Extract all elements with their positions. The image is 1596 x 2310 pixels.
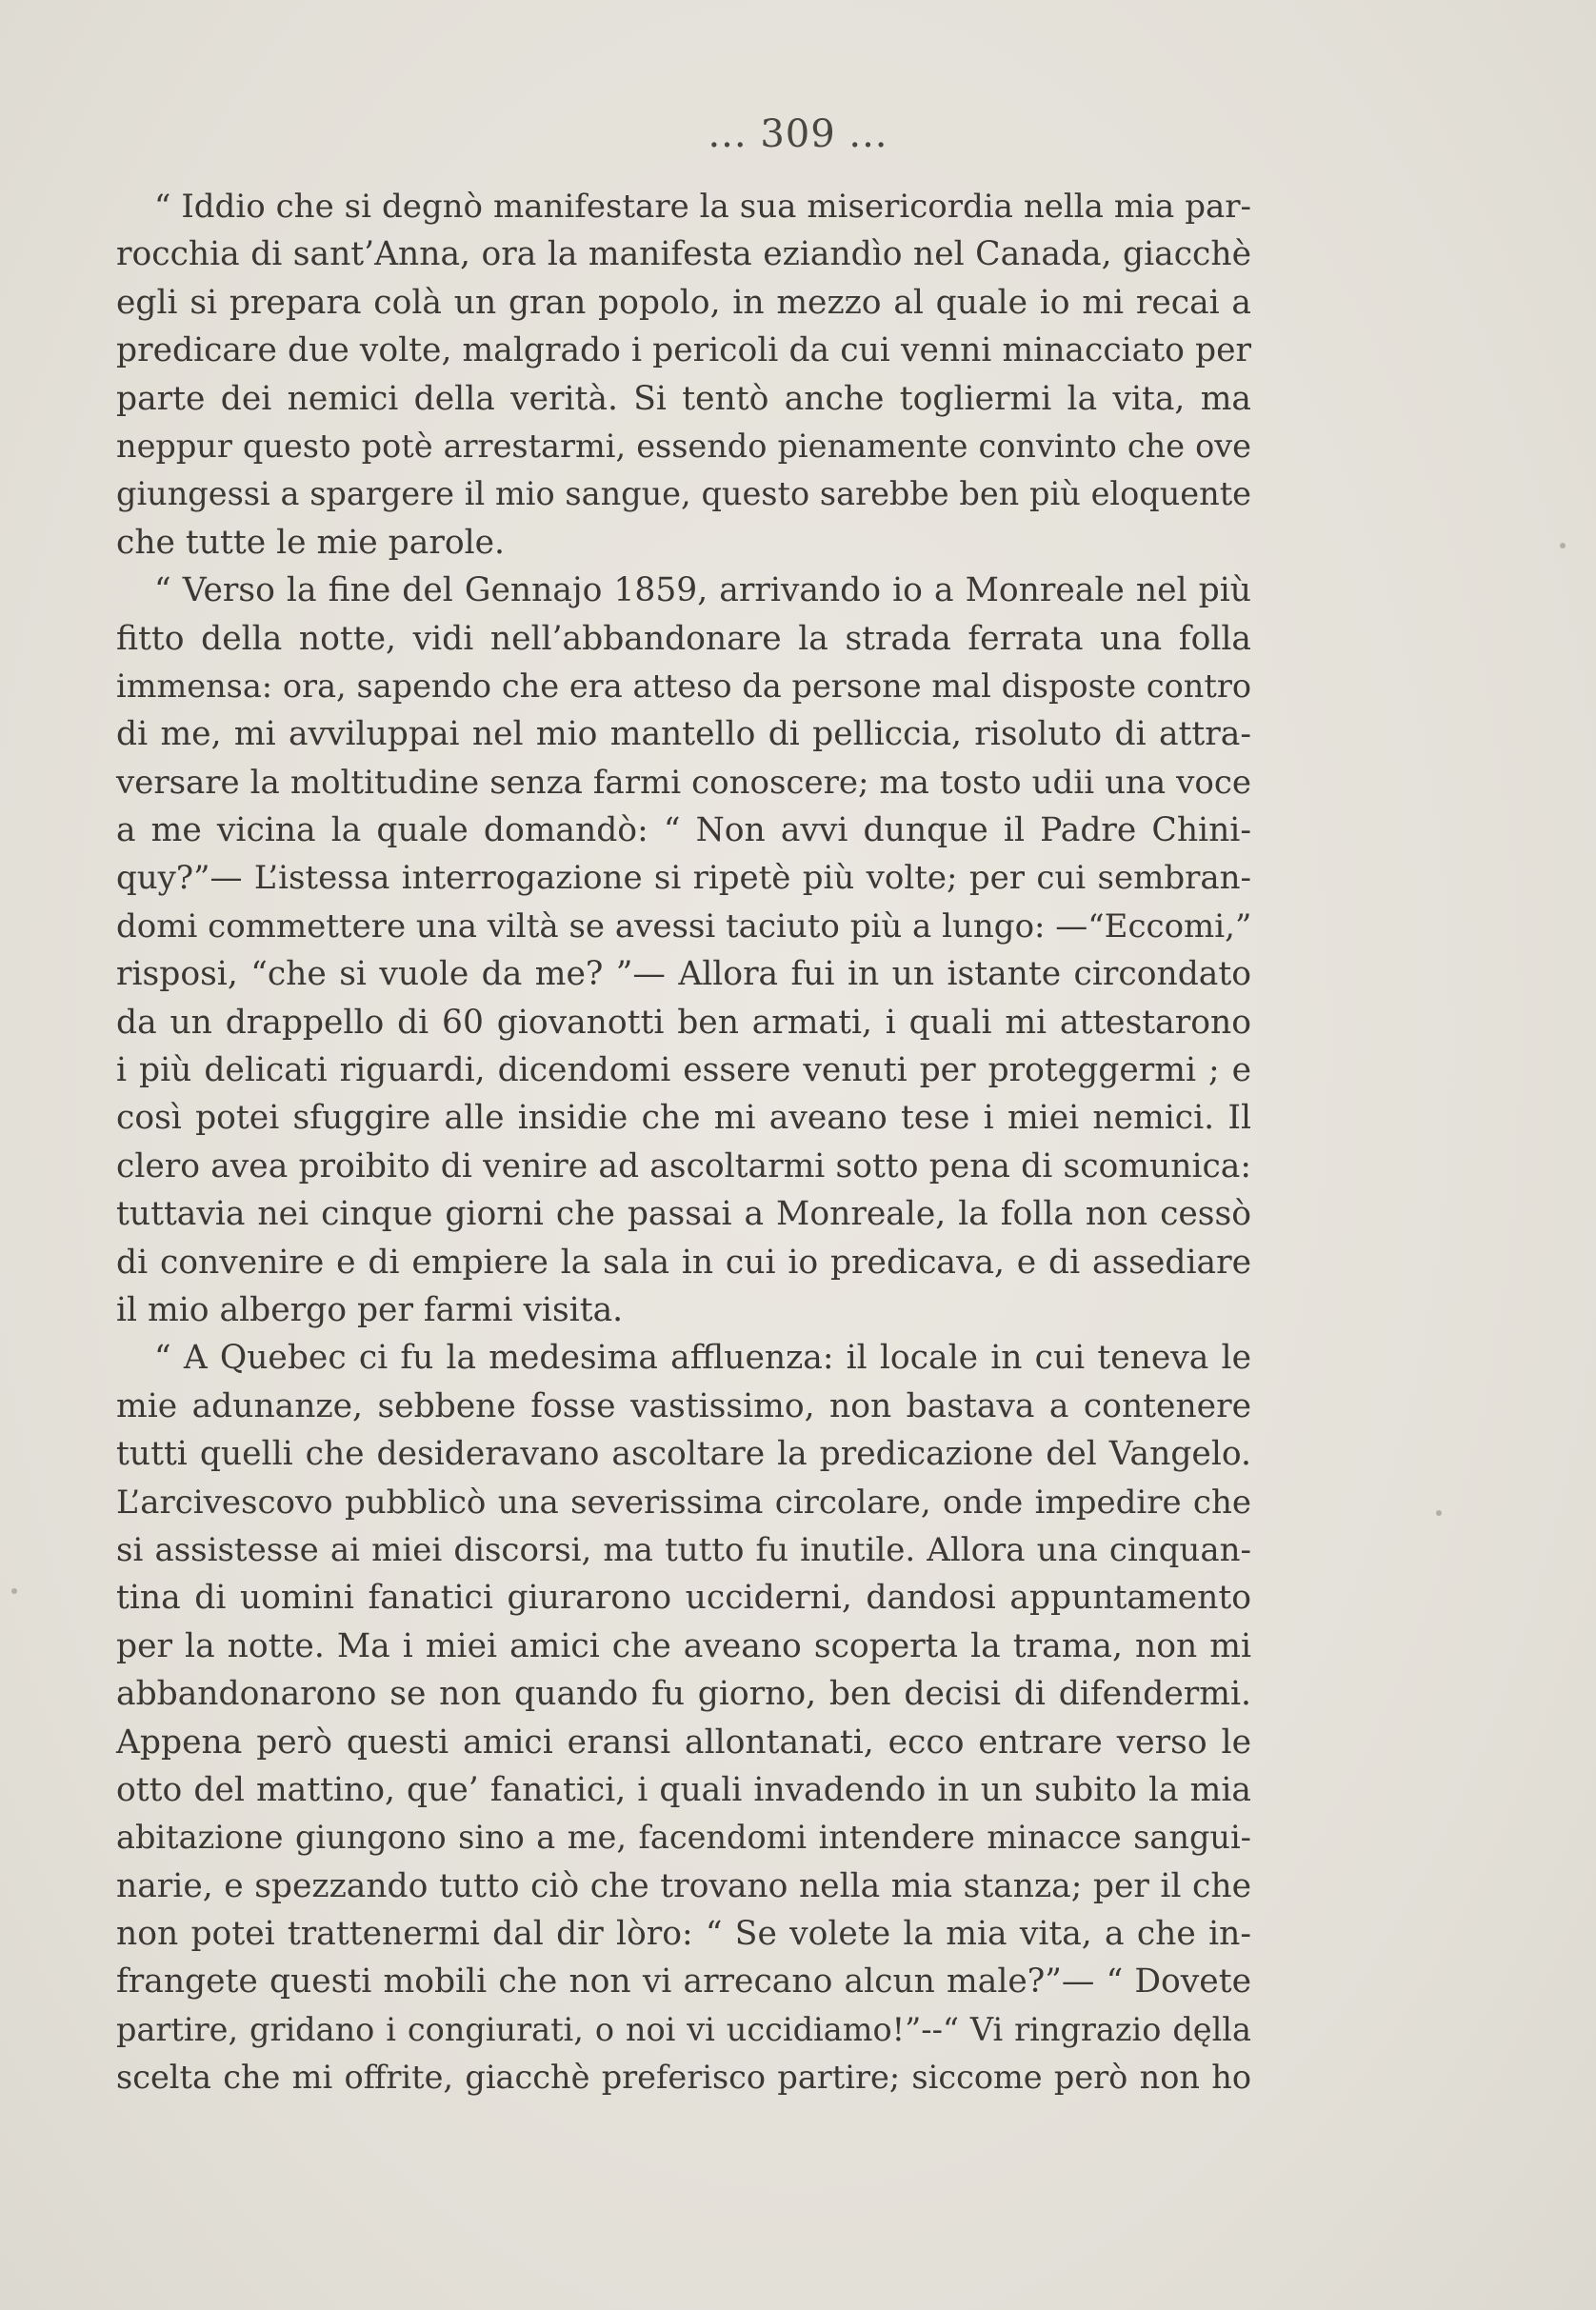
text-line: mie adunanze, sebbene fosse vastissimo, non bastava a contenere (116, 1386, 1251, 1425)
text-line: di me, mi avviluppai nel mio mantello di pelliccia, risoluto di attra- (116, 715, 1251, 754)
text-line: il mio albergo per farmi visita. (116, 1290, 624, 1329)
body-text (116, 183, 1251, 2102)
text-line: “ A Quebec ci fu la medesima affluenza: il locale in cui teneva le (154, 1339, 1251, 1378)
text-line: tina di uomini fanatici giurarono ucciderni, dandosi appuntamento (116, 1579, 1251, 1618)
text-line: “ Verso la fine del Gennajo 1859, arrivando io a Monreale nel più (154, 571, 1251, 610)
text-line: narie, e spezzando tutto ciò che trovano nella mia stanza; per il che (116, 1866, 1251, 1905)
text-line: otto del mattino, que’ fanatici, i quali invadendo in un subito la mia (116, 1770, 1251, 1809)
text-line: L’arcivescovo pubblicò una severissima circolare, onde impedire che (116, 1483, 1251, 1522)
text-line: Appena però questi amici eransi allontanati, ecco entrare verso le (116, 1723, 1251, 1762)
text-line: neppur questo potè arrestarmi, essendo pienamente convinto che ove (116, 427, 1251, 465)
text-line: clero avea proibito di venire ad ascoltarmi sotto pena di scomunica: (116, 1146, 1251, 1185)
text-line: “ Iddio che si degnò manifestare la sua misericordia nella mia par- (154, 188, 1251, 226)
text-line: si assistesse ai miei discorsi, ma tutto fu inutile. Allora una cinquan- (116, 1530, 1251, 1569)
paragraph-3 (116, 1334, 1251, 2101)
text-line: abbandonarono se non quando fu giorno, ben decisi di difendermi. (116, 1675, 1251, 1714)
text-line: così potei sfuggire alle insidie che mi aveano tese i miei nemici. Il (116, 1099, 1251, 1138)
text-line: parte dei nemici della verità. Si tentò anche togliermi la vita, ma (116, 379, 1251, 418)
text-line: fitto della notte, vidi nell’abbandonare la strada ferrata una folla (116, 619, 1251, 658)
text-line: egli si prepara colà un gran popolo, in mezzo al quale io mi recai a (116, 283, 1251, 322)
text-line: domi commettere una viltà se avessi taciuto più a lungo: —“Eccomi,” (116, 906, 1252, 946)
text-line: tuttavia nei cinque giorni che passai a Monreale, la folla non cessò (116, 1195, 1251, 1234)
text-line: risposi, “che si vuole da me? ”— Allora fui in un istante circondato (116, 955, 1251, 994)
text-line: non potei trattenermi dal dir lòro: “ Se volete la mia vita, a che in- (116, 1915, 1251, 1954)
text-line: che tutte le mie parole. (116, 523, 506, 562)
text-line: quy?”— L’istessa interrogazione si ripetè più volte; per cui sembran- (116, 859, 1251, 898)
text-line: abitazione giungono sino a me, facendomi intendere minacce sangui- (116, 1819, 1251, 1857)
text-line: di convenire e di empiere la sala in cui io predicava, e di assediare (116, 1243, 1251, 1282)
text-line: i più delicati riguardi, dicendomi essere venuti per proteggermi ; e (116, 1051, 1251, 1090)
text-line: scelta che mi offrite, giacchè preferisco partire; siccome però non ho (116, 2059, 1251, 2097)
text-line: immensa: ora, sapendo che era atteso da persone mal disposte contro (116, 667, 1251, 705)
text-line: tutti quelli che desideravano ascoltare la predicazione del Vangelo. (116, 1435, 1251, 1474)
paper-speck (11, 1588, 17, 1594)
text-line: a me vicina la quale domandò: “ Non avvi dunque il Padre Chini- (116, 811, 1251, 850)
text-line: predicare due volte, malgrado i pericoli da cui venni minacciato per (116, 331, 1251, 370)
text-line: partire, gridano i congiurati, o noi vi uccidiamo!”--“ Vi ringrazio dęlla (116, 2010, 1251, 2048)
paragraph-1 (116, 183, 1251, 567)
paper-speck (1436, 1510, 1442, 1516)
text-line: per la notte. Ma i miei amici che aveano scoperta la trama, non mi (116, 1626, 1251, 1665)
text-line: da un drappello di 60 giovanotti ben armati, i quali mi attestarono (116, 1003, 1251, 1042)
text-line: frangete questi mobili che non vi arrecano alcun male?”— “ Dovete (116, 1962, 1251, 2001)
text-line: versare la moltitudine senza farmi conoscere; ma tosto udii una voce (116, 763, 1251, 802)
text-line: rocchia di sant’Anna, ora la manifesta eziandìo nel Canada, giacchè (116, 235, 1251, 274)
paper-speck (1560, 543, 1566, 548)
paragraph-2 (116, 567, 1251, 1334)
text-line: giungessi a spargere il mio sangue, questo sarebbe ben più eloquente (116, 475, 1251, 513)
page-number: ... 309 ... (708, 112, 888, 156)
